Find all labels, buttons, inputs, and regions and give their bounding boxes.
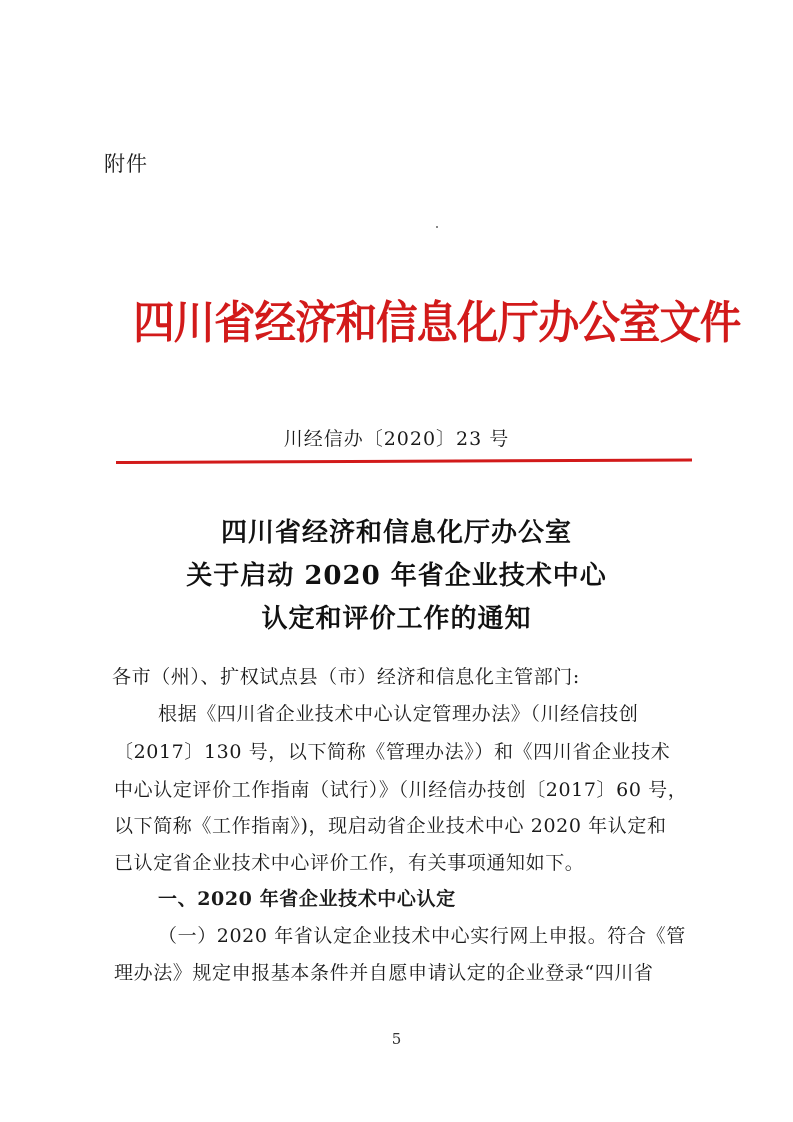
red-divider-line (116, 458, 692, 464)
section-line: 理办法》规定申报基本条件并自愿申请认定的企业登录“四川省 (114, 962, 654, 984)
notice-title-line-2: 关于启动 2020 年省企业技术中心 (186, 561, 607, 591)
paragraph-line: 根据《四川省企业技术中心认定管理办法》（川经信技创 (158, 703, 639, 725)
attachment-label: 附件 (104, 152, 148, 176)
addressee-line: 各市（州）、扩权试点县（市）经济和信息化主管部门: (112, 666, 580, 688)
section-line: （一）2020 年省认定企业技术中心实行网上申报。符合《管 (158, 925, 686, 947)
scan-speck (436, 226, 438, 228)
page-number: 5 (391, 1030, 402, 1048)
paragraph-line: 已认定省企业技术中心评价工作，有关事项通知如下。 (114, 852, 585, 874)
section-heading: 一、2020 年省企业技术中心认定 (158, 888, 456, 910)
notice-title-line-1: 四川省经济和信息化厅办公室 (220, 518, 572, 548)
document-header-title: 四川省经济和信息化厅办公室文件 (133, 296, 741, 349)
document-number: 川经信办〔2020〕23 号 (283, 428, 510, 450)
paragraph-line: 中心认定评价工作指南（试行）》（川经信办技创〔2017〕60 号， (114, 779, 688, 801)
notice-title-line-3: 认定和评价工作的通知 (261, 604, 532, 634)
paragraph-line: 以下简称《工作指南》)，现启动省企业技术中心 2020 年认定和 (114, 815, 667, 837)
paragraph-line: 〔2017〕130 号，以下简称《管理办法》）和《四川省企业技术 (114, 741, 671, 763)
